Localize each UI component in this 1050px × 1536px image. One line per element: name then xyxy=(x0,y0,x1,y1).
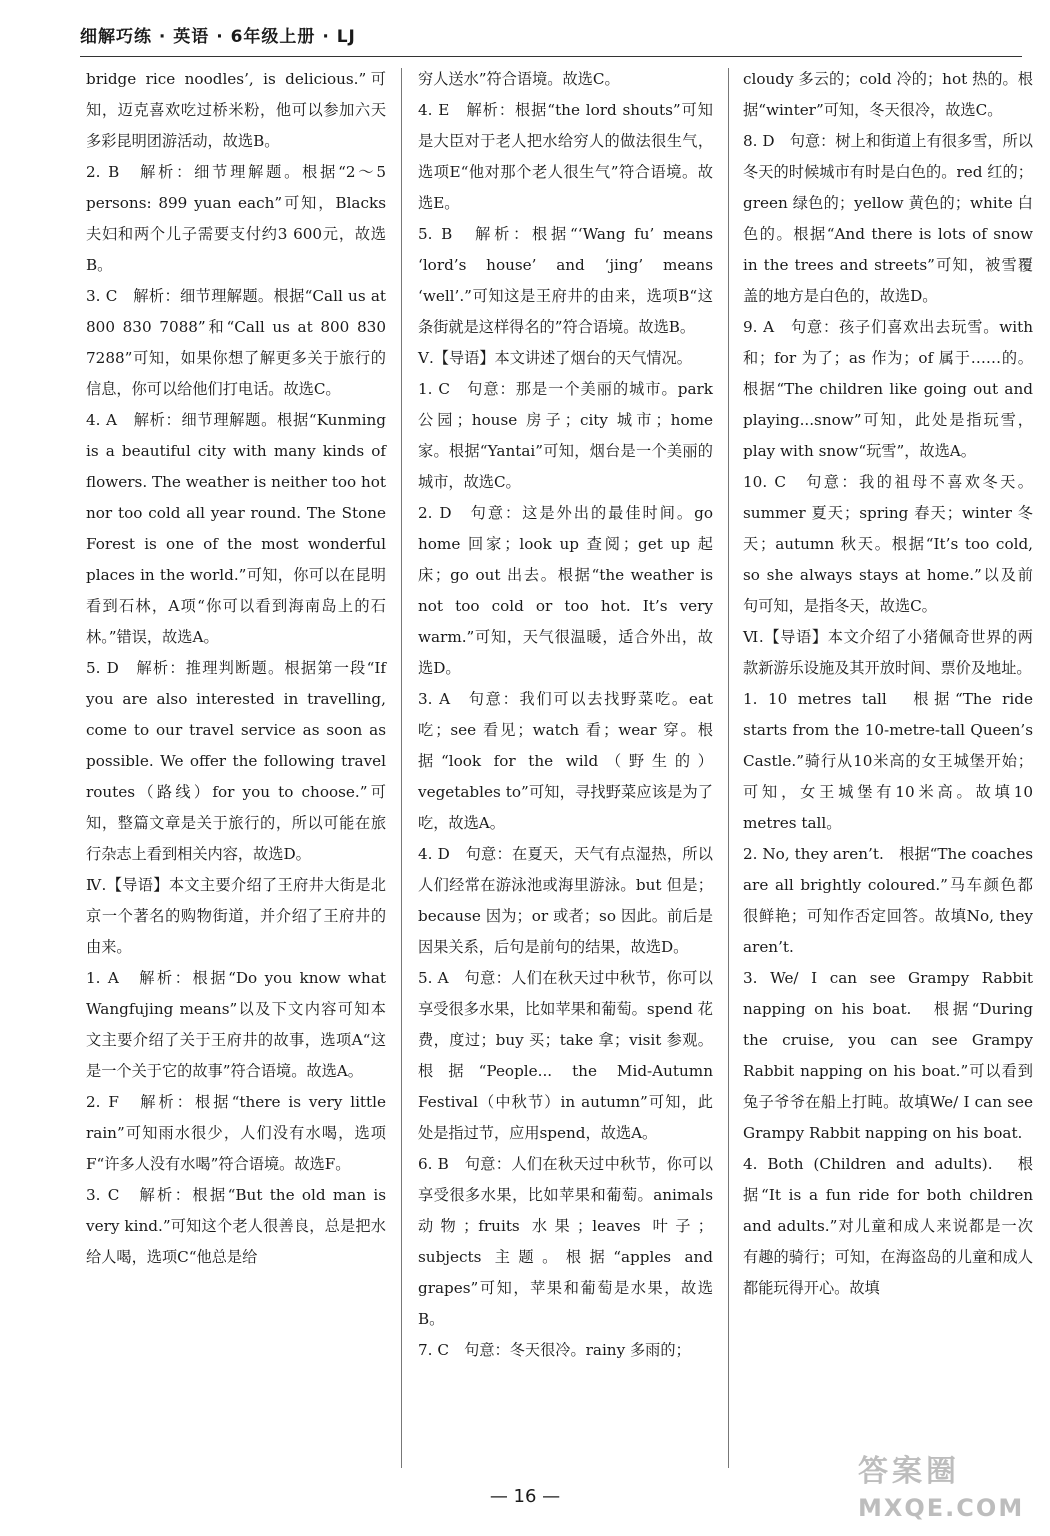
answer-paragraph: 4. E 解析：根据“the lord shouts”可知是大臣对于老人把水给穷人的做法很生气，选项E“他对那个老人很生气”符合语境。故选E。 xyxy=(418,101,713,212)
answer-paragraph: 6. B 句意：人们在秋天过中秋节，你可以享受很多水果，比如苹果和葡萄。animals 动物；fruits 水果；leaves 叶子；subjects 主题。根据“apples and grapes”可知，苹果和葡萄是水果，故选B。 xyxy=(418,1155,713,1328)
answer-paragraph: 2. No, they aren’t. 根据“The coaches are all brightly coloured.”马车颜色都很鲜艳；可知作否定回答。故填No, they aren’t. xyxy=(743,845,1033,956)
answer-paragraph: cloudy 多云的；cold 冷的；hot 热的。根据“winter”可知，冬天很冷，故选C。 xyxy=(743,70,1033,119)
header-rule xyxy=(80,56,1022,57)
column-divider xyxy=(401,68,402,1468)
column-divider xyxy=(728,68,729,1468)
column-middle xyxy=(418,64,713,1366)
answer-paragraph: 5. D 解析：推理判断题。根据第一段“If you are also interested in travelling, come to our travel service as soon as possible. We offer the following travel routes（路线）for you to choose.”可知，整篇文章是关于旅行的，所以可能在旅行杂志上看到相关内容，故选D。 xyxy=(86,659,386,863)
watermark-text: 答案圈 xyxy=(858,1454,960,1489)
section-intro: Ⅴ.【导语】本文讲述了烟台的天气情况。 xyxy=(418,349,692,367)
column-right xyxy=(743,64,1033,1304)
answer-paragraph: bridge rice noodles’, is delicious.”可知，迈克喜欢吃过桥米粉，他可以参加六天多彩昆明团游活动，故选B。 xyxy=(86,70,386,150)
page-number: — 16 — xyxy=(489,1486,561,1507)
answer-paragraph: 3. C 解析：根据“But the old man is very kind.”可知这个老人很善良，总是把水给人喝，选项C“他总是给 xyxy=(86,1186,386,1266)
answer-paragraph: 3. A 句意：我们可以去找野菜吃。eat 吃；see 看见；watch 看；wear 穿。根据“look for the wild（野生的）vegetables to”可知，寻找野菜应该是为了吃，故选A。 xyxy=(418,690,713,832)
answer-paragraph: 2. F 解析：根据“there is very little rain”可知雨水很少，人们没有水喝，选项F“许多人没有水喝”符合语境。故选F。 xyxy=(86,1093,386,1173)
section-intro: Ⅳ.【导语】本文主要介绍了王府井大街是北京一个著名的购物街道，并介绍了王府井的由来。 xyxy=(86,876,386,956)
watermark-logo xyxy=(858,1452,1038,1532)
answer-paragraph: 1. 10 metres tall 根据“The ride starts from the 10-metre-tall Queen’s Castle.”骑行从10米高的女王城堡开始；可知，女王城堡有10米高。故填10 metres tall。 xyxy=(743,690,1033,832)
answer-paragraph: 10. C 句意：我的祖母不喜欢冬天。summer 夏天；spring 春天；winter 冬天；autumn 秋天。根据“It’s too cold, so she always stays at home.”以及前句可知，是指冬天，故选C。 xyxy=(743,473,1033,615)
answer-paragraph: 8. D 句意：树上和街道上有很多雪，所以冬天的时候城市有时是白色的。red 红的；green 绿色的；yellow 黄色的；white 白色的。根据“And there is lots of snow in the trees and streets”可知，被雪覆盖的地方是白色的，故选D。 xyxy=(743,132,1033,305)
answer-paragraph: 4. D 句意：在夏天，天气有点湿热，所以人们经常在游泳池或海里游泳。but 但是；because 因为；or 或者；so 因此。前后是因果关系，后句是前句的结果，故选D。 xyxy=(418,845,713,956)
answer-paragraph: 7. C 句意：冬天很冷。rainy 多雨的； xyxy=(418,1341,691,1359)
answer-paragraph: 2. B 解析：细节理解题。根据“2～5 persons: 899 yuan each”可知，Blacks夫妇和两个儿子需要支付约3 600元，故选B。 xyxy=(86,163,386,274)
column-left xyxy=(86,64,386,1273)
answer-paragraph: 2. D 句意：这是外出的最佳时间。go home 回家；look up 查阅；get up 起床；go out 出去。根据“the weather is not too cold or too hot. It’s very warm.”可知，天气很温暖，适合外出，故选D。 xyxy=(418,504,713,677)
section-intro: Ⅵ.【导语】本文介绍了小猪佩奇世界的两款新游乐设施及其开放时间、票价及地址。 xyxy=(743,628,1033,677)
answer-paragraph: 4. Both (Children and adults). 根据“It is a fun ride for both children and adults.”对儿童和成人来说都是一次有趣的骑行；可知，在海盗岛的儿童和成人都能玩得开心。故填 xyxy=(743,1155,1033,1297)
answer-paragraph: 5. B 解析：根据“‘Wang fu’ means ‘lord’s house’ and ‘jing’ means ‘well’.”可知这是王府井的由来，选项B“这条街就是这样得名的”符合语境。故选B。 xyxy=(418,225,713,336)
answer-paragraph: 1. C 句意：那是一个美丽的城市。park 公园；house 房子；city 城市；home 家。根据“Yantai”可知，烟台是一个美丽的城市，故选C。 xyxy=(418,380,713,491)
answer-paragraph: 4. A 解析：细节理解题。根据“Kunming is a beautiful city with many kinds of flowers. The weather is neither too hot nor too cold all year round. The Stone Forest is one of the most wonderful places in the world.”可知，你可以在昆明看到石林，A项“你可以看到海南岛上的石林。”错误，故选A。 xyxy=(86,411,387,646)
answer-paragraph: 3. C 解析：细节理解题。根据“Call us at 800 830 7088”和“Call us at 800 830 7288”可知，如果你想了解更多关于旅行的信息，你可以给他们打电话。故选C。 xyxy=(86,287,386,398)
answer-paragraph: 3. We/ I can see Grampy Rabbit napping on his boat. 根据“During the cruise, you can see Grampy Rabbit napping on his boat.”可以看到兔子爷爷在船上打盹。故填We/ I can see Grampy Rabbit napping on his boat. xyxy=(743,969,1033,1142)
answer-paragraph: 9. A 句意：孩子们喜欢出去玩雪。with 和；for 为了；as 作为；of 属于……的。根据“The children like going out and playing...snow”可知，此处是指玩雪，play with snow“玩雪”，故选A。 xyxy=(743,318,1033,460)
answer-paragraph: 1. A 解析：根据“Do you know what Wangfujing means”以及下文内容可知本文主要介绍了关于王府井的故事，选项A“这是一个关于它的故事”符合语境。故选A。 xyxy=(86,969,386,1080)
page-header: 细解巧练 · 英语 · 6年级上册 · LJ xyxy=(80,27,356,47)
watermark-url: MXQE.COM xyxy=(858,1494,1025,1522)
answer-paragraph: 5. A 句意：人们在秋天过中秋节，你可以享受很多水果，比如苹果和葡萄。spend 花费，度过；buy 买；take 拿；visit 参观。根据“People... the Mid-Autumn Festival（中秋节）in autumn”可知，此处是指过节，应用spend，故选A。 xyxy=(418,969,713,1142)
answer-paragraph: 穷人送水”符合语境。故选C。 xyxy=(418,70,620,88)
